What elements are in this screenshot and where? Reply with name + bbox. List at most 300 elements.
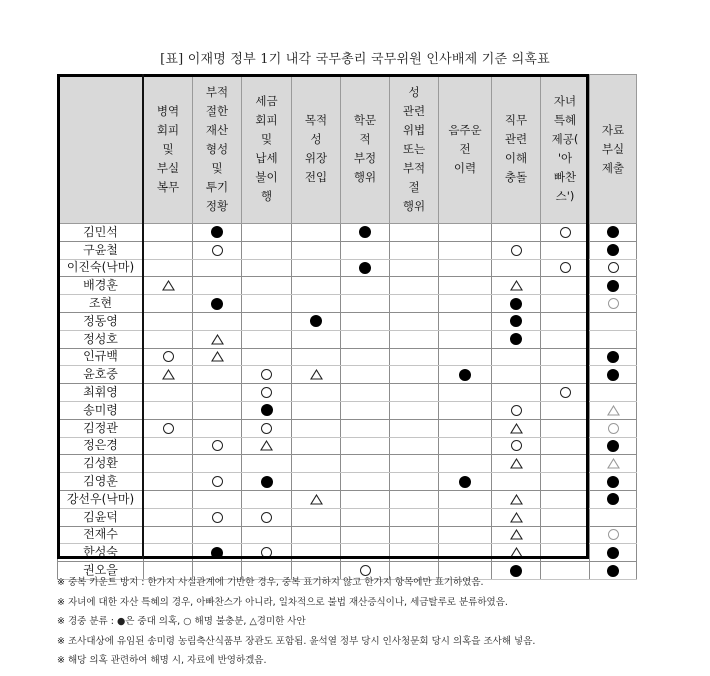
cell-children <box>541 544 590 562</box>
cell-sexual <box>390 277 439 295</box>
cell-conflict <box>492 490 541 508</box>
header-line: '아 <box>557 151 573 165</box>
filled-circle-icon <box>261 404 273 416</box>
column-header-label <box>292 111 340 187</box>
cell-conflict <box>492 330 541 348</box>
open-circle-icon <box>511 440 522 451</box>
cell-dui <box>439 224 492 242</box>
cell-conflict <box>492 277 541 295</box>
table-body <box>58 224 637 580</box>
cell-property <box>193 508 242 526</box>
cell-records <box>590 224 637 242</box>
cell-dui <box>439 348 492 366</box>
cell-academic <box>341 473 390 491</box>
filled-circle-icon <box>510 298 522 310</box>
cell-military <box>144 455 193 473</box>
header-line: 목적 <box>304 113 328 127</box>
cell-records <box>590 348 637 366</box>
cell-tax <box>242 455 292 473</box>
table-row <box>58 526 637 544</box>
nominee-name: 정동영 <box>58 312 144 330</box>
open-circle-icon <box>261 512 272 523</box>
cell-property <box>193 295 242 313</box>
cell-address <box>292 241 341 259</box>
cell-academic <box>341 312 390 330</box>
nominee-name: 인규백 <box>58 348 144 366</box>
cell-military <box>144 312 193 330</box>
open-circle-icon <box>212 245 223 256</box>
cell-sexual <box>390 241 439 259</box>
cell-dui <box>439 277 492 295</box>
cell-conflict <box>492 473 541 491</box>
cell-records <box>590 295 637 313</box>
header-line: 복무 <box>156 179 180 194</box>
cell-property <box>193 277 242 295</box>
cell-military <box>144 526 193 544</box>
cell-children <box>541 224 590 242</box>
column-header-label <box>439 121 491 178</box>
table-row <box>58 419 637 437</box>
cell-property <box>193 437 242 455</box>
cell-academic <box>341 295 390 313</box>
cell-children <box>541 473 590 491</box>
cell-academic <box>341 437 390 455</box>
cell-address <box>292 401 341 419</box>
cell-address <box>292 277 341 295</box>
cell-children <box>541 241 590 259</box>
header-line: 특혜 <box>553 113 577 127</box>
cell-records <box>590 508 637 526</box>
open-circle-icon <box>560 227 571 238</box>
header-line: 부실 <box>156 160 180 175</box>
header-line: 및 <box>162 141 174 156</box>
header-line: 직무 <box>504 113 528 127</box>
cell-military <box>144 330 193 348</box>
footnote-line: ※ 경중 분류 : ●은 중대 의혹, ○ 해명 불충분, △경미한 사안 <box>57 616 306 627</box>
cell-property <box>193 544 242 562</box>
filled-circle-icon <box>359 226 371 238</box>
header-line: 부적 <box>402 160 426 175</box>
cell-address <box>292 348 341 366</box>
open-circle-icon <box>261 547 272 558</box>
filled-circle-icon <box>607 493 619 505</box>
filled-circle-icon <box>510 315 522 327</box>
cell-conflict <box>492 508 541 526</box>
triangle-icon <box>607 458 620 469</box>
cell-military <box>144 544 193 562</box>
cell-records <box>590 490 637 508</box>
cell-conflict <box>492 544 541 562</box>
column-header-children <box>541 75 590 224</box>
cell-address <box>292 473 341 491</box>
cell-dui <box>439 526 492 544</box>
cell-dui <box>439 419 492 437</box>
open-circle-icon <box>261 387 272 398</box>
cell-property <box>193 224 242 242</box>
cell-dui <box>439 508 492 526</box>
column-header-sexual <box>390 75 439 224</box>
cell-sexual <box>390 348 439 366</box>
open-circle-icon <box>608 298 619 309</box>
cell-children <box>541 437 590 455</box>
cell-academic <box>341 348 390 366</box>
table-row <box>58 401 637 419</box>
cell-military <box>144 490 193 508</box>
cell-academic <box>341 241 390 259</box>
cell-records <box>590 241 637 259</box>
cell-address <box>292 312 341 330</box>
table-row <box>58 295 637 313</box>
filled-circle-icon <box>607 565 619 577</box>
header-line: 이력 <box>453 160 477 175</box>
cell-military <box>144 295 193 313</box>
cell-conflict <box>492 224 541 242</box>
filled-circle-icon <box>510 333 522 345</box>
cell-sexual <box>390 544 439 562</box>
open-circle-icon <box>261 423 272 434</box>
cell-children <box>541 419 590 437</box>
column-header-property <box>193 75 242 224</box>
triangle-icon <box>310 369 323 380</box>
cell-dui <box>439 295 492 313</box>
nominee-name: 구윤철 <box>58 241 144 259</box>
cell-records <box>590 312 637 330</box>
triangle-icon <box>510 280 523 291</box>
cell-military <box>144 508 193 526</box>
cell-conflict <box>492 401 541 419</box>
cell-dui <box>439 312 492 330</box>
open-circle-icon <box>608 529 619 540</box>
filled-circle-icon <box>607 244 619 256</box>
table-row <box>58 473 637 491</box>
footnotes <box>57 573 535 671</box>
cell-dui <box>439 384 492 402</box>
header-line: 납세 <box>255 151 278 165</box>
cell-children <box>541 366 590 384</box>
cell-children <box>541 490 590 508</box>
header-line: 위법 <box>402 122 426 137</box>
cell-dui <box>439 259 492 277</box>
cell-sexual <box>390 384 439 402</box>
cell-children <box>541 295 590 313</box>
cell-children <box>541 277 590 295</box>
cell-children <box>541 455 590 473</box>
triangle-icon <box>607 405 620 416</box>
cell-tax <box>242 490 292 508</box>
triangle-icon <box>162 369 175 380</box>
header-line: 관련 <box>402 103 426 118</box>
header-line: 행위 <box>402 198 426 213</box>
table-title: [표] 이재명 정부 1기 내각 국무총리 국무위원 인사배제 기준 의혹표 <box>160 52 550 67</box>
nominee-name: 한성숙 <box>58 544 144 562</box>
cell-tax <box>242 401 292 419</box>
cell-records <box>590 562 637 580</box>
triangle-icon <box>510 458 523 469</box>
filled-circle-icon <box>607 476 619 488</box>
filled-circle-icon <box>459 369 471 381</box>
cell-dui <box>439 490 492 508</box>
table-row <box>58 366 637 384</box>
open-circle-icon <box>608 262 619 273</box>
filled-circle-icon <box>359 262 371 274</box>
cell-tax <box>242 330 292 348</box>
cell-sexual <box>390 259 439 277</box>
header-line: 부실 <box>601 141 625 156</box>
cell-military <box>144 384 193 402</box>
footnote-line: ※ 조사대상에 유임된 송미령 농림축산식품부 장관도 포함됨. 윤석열 정부 당시 인사청문회 당시 의혹을 조사해 넣음. <box>57 635 536 647</box>
header-line: 및 <box>260 132 273 146</box>
cell-address <box>292 490 341 508</box>
cell-military <box>144 419 193 437</box>
header-line: 관련 <box>504 132 528 146</box>
cell-records <box>590 330 637 348</box>
header-line: 자녀 <box>553 94 577 108</box>
column-header-military <box>144 75 193 224</box>
triangle-icon <box>211 351 224 362</box>
column-header-records <box>590 75 637 224</box>
cell-property <box>193 473 242 491</box>
header-line: 세금 <box>255 94 278 108</box>
header-line: 스') <box>555 189 575 203</box>
header-line: 제공( <box>551 132 579 146</box>
cell-children <box>541 401 590 419</box>
cell-children <box>541 508 590 526</box>
cell-records <box>590 437 637 455</box>
cell-address <box>292 330 341 348</box>
cell-dui <box>439 437 492 455</box>
open-circle-icon <box>560 262 571 273</box>
cell-address <box>292 259 341 277</box>
header-line: 및 <box>211 160 223 175</box>
cell-sexual <box>390 473 439 491</box>
cell-records <box>590 277 637 295</box>
nominee-name: 이진숙(낙마) <box>58 259 144 277</box>
header-line: 성 <box>408 84 420 99</box>
column-header-label <box>541 92 589 206</box>
header-line: 병역 <box>156 103 180 118</box>
triangle-icon <box>510 512 523 523</box>
cell-property <box>193 241 242 259</box>
cell-property <box>193 526 242 544</box>
open-circle-icon <box>560 387 571 398</box>
cell-conflict <box>492 526 541 544</box>
nominee-name: 김영훈 <box>58 473 144 491</box>
cell-children <box>541 384 590 402</box>
cell-tax <box>242 437 292 455</box>
table-row <box>58 544 637 562</box>
header-line: 이해 <box>504 151 528 165</box>
header-line: 빠찬 <box>553 170 577 184</box>
cell-tax <box>242 259 292 277</box>
cell-tax <box>242 366 292 384</box>
cell-records <box>590 473 637 491</box>
allegation-table <box>57 74 637 580</box>
nominee-name: 김정관 <box>58 419 144 437</box>
open-circle-icon <box>261 369 272 380</box>
cell-academic <box>341 490 390 508</box>
nominee-name: 배경훈 <box>58 277 144 295</box>
nominee-name: 조현 <box>58 295 144 313</box>
cell-tax <box>242 508 292 526</box>
cell-military <box>144 366 193 384</box>
cell-academic <box>341 384 390 402</box>
filled-circle-icon <box>211 547 223 559</box>
cell-children <box>541 259 590 277</box>
cell-conflict <box>492 384 541 402</box>
footnote-line: ※ 중복 카운트 방지 : 한가지 사실관계에 기반한 경우, 중복 표기하지 않고 한가지 항목에만 표기하였음. <box>57 577 484 588</box>
cell-sexual <box>390 295 439 313</box>
column-header-conflict <box>492 75 541 224</box>
column-header-label <box>492 111 540 187</box>
header-line: 음주운 <box>448 122 482 137</box>
cell-tax <box>242 295 292 313</box>
cell-academic <box>341 419 390 437</box>
cell-children <box>541 562 590 580</box>
cell-property <box>193 384 242 402</box>
cell-conflict <box>492 295 541 313</box>
open-circle-icon <box>212 476 223 487</box>
filled-circle-icon <box>607 226 619 238</box>
nominee-name: 강선우(낙마) <box>58 490 144 508</box>
filled-circle-icon <box>607 547 619 559</box>
triangle-icon <box>211 334 224 345</box>
table-row <box>58 241 637 259</box>
column-header-dui <box>439 75 492 224</box>
cell-academic <box>341 455 390 473</box>
header-line: 부적 <box>205 84 229 99</box>
table-row <box>58 312 637 330</box>
cell-sexual <box>390 437 439 455</box>
cell-sexual <box>390 455 439 473</box>
triangle-icon <box>510 423 523 434</box>
cell-sexual <box>390 330 439 348</box>
cell-military <box>144 224 193 242</box>
filled-circle-icon <box>459 476 471 488</box>
header-line: 적 <box>359 132 371 146</box>
column-header-name <box>58 75 144 224</box>
cell-military <box>144 401 193 419</box>
cell-sexual <box>390 366 439 384</box>
cell-records <box>590 526 637 544</box>
header-line: 절한 <box>205 103 229 118</box>
nominee-name: 송미령 <box>58 401 144 419</box>
cell-records <box>590 384 637 402</box>
header-line: 정황 <box>205 198 229 213</box>
cell-sexual <box>390 508 439 526</box>
cell-tax <box>242 544 292 562</box>
triangle-icon <box>260 440 273 451</box>
cell-academic <box>341 526 390 544</box>
cell-tax <box>242 224 292 242</box>
cell-academic <box>341 330 390 348</box>
cell-conflict <box>492 366 541 384</box>
header-line: 전 <box>459 141 471 156</box>
cell-sexual <box>390 401 439 419</box>
allegation-table-container <box>57 74 637 580</box>
open-circle-icon <box>163 423 174 434</box>
cell-children <box>541 312 590 330</box>
table-row <box>58 259 637 277</box>
cell-records <box>590 419 637 437</box>
table-row <box>58 330 637 348</box>
cell-property <box>193 312 242 330</box>
cell-property <box>193 401 242 419</box>
cell-address <box>292 508 341 526</box>
column-header-address <box>292 75 341 224</box>
nominee-name: 김민석 <box>58 224 144 242</box>
header-line: 성 <box>310 132 322 146</box>
cell-children <box>541 330 590 348</box>
open-circle-icon <box>511 405 522 416</box>
cell-property <box>193 330 242 348</box>
header-line: 부정 <box>353 151 377 165</box>
cell-dui <box>439 330 492 348</box>
header-line: 전입 <box>304 170 328 184</box>
table-row <box>58 224 637 242</box>
cell-sexual <box>390 312 439 330</box>
open-circle-icon <box>511 245 522 256</box>
cell-address <box>292 437 341 455</box>
cell-academic <box>341 259 390 277</box>
table-row <box>58 455 637 473</box>
cell-dui <box>439 366 492 384</box>
cell-dui <box>439 473 492 491</box>
header-line: 충돌 <box>504 170 528 184</box>
cell-address <box>292 224 341 242</box>
cell-property <box>193 259 242 277</box>
cell-tax <box>242 277 292 295</box>
cell-children <box>541 348 590 366</box>
nominee-name: 김윤덕 <box>58 508 144 526</box>
open-circle-icon <box>212 512 223 523</box>
cell-academic <box>341 401 390 419</box>
header-line: 행 <box>260 189 273 203</box>
header-line: 형성 <box>205 141 229 156</box>
cell-conflict <box>492 437 541 455</box>
cell-tax <box>242 473 292 491</box>
footnote-line: ※ 해당 의혹 관련하여 해명 시, 자료에 반영하겠음. <box>57 655 267 666</box>
filled-circle-icon <box>607 280 619 292</box>
cell-academic <box>341 366 390 384</box>
filled-circle-icon <box>211 298 223 310</box>
nominee-name: 윤호중 <box>58 366 144 384</box>
table-row <box>58 437 637 455</box>
cell-address <box>292 295 341 313</box>
header-line: 제출 <box>601 160 625 175</box>
cell-property <box>193 419 242 437</box>
header-row <box>58 75 637 224</box>
cell-address <box>292 419 341 437</box>
cell-property <box>193 490 242 508</box>
cell-sexual <box>390 419 439 437</box>
cell-tax <box>242 384 292 402</box>
column-header-label <box>590 121 636 178</box>
cell-military <box>144 437 193 455</box>
header-line: 투기 <box>205 179 229 194</box>
cell-property <box>193 455 242 473</box>
nominee-name: 김성환 <box>58 455 144 473</box>
triangle-icon <box>510 547 523 558</box>
header-line: 회피 <box>156 122 180 137</box>
header-line: 불이 <box>255 170 278 184</box>
nominee-name: 권오을 <box>58 562 144 580</box>
cell-address <box>292 366 341 384</box>
filled-circle-icon <box>607 369 619 381</box>
cell-records <box>590 366 637 384</box>
cell-military <box>144 473 193 491</box>
column-header-label <box>390 83 438 216</box>
nominee-name: 정성호 <box>58 330 144 348</box>
